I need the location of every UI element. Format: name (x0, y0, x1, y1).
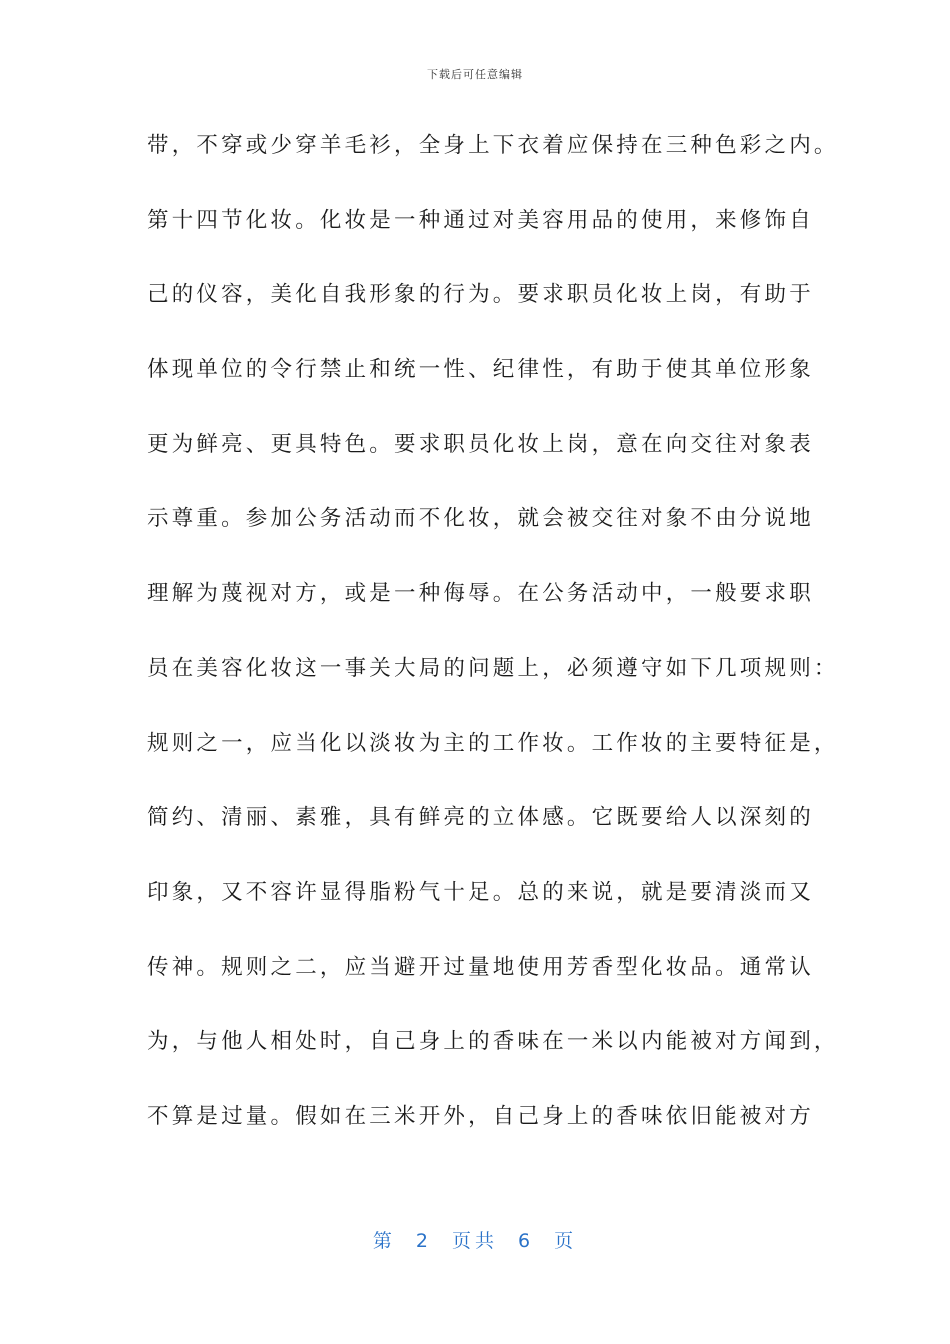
text-line: 规则之一，应当化以淡妆为主的工作妆。工作妆的主要特征是， (147, 730, 839, 756)
text-line: 体现单位的令行禁止和统一性、纪律性，有助于使其单位形象 (147, 357, 814, 383)
text-line: 不算是过量。假如在三米开外，自己身上的香味依旧能被对方 (147, 1103, 814, 1129)
text-line: 更为鲜亮、更具特色。要求职员化妆上岗，意在向交往对象表 (147, 431, 814, 457)
text-line: 示尊重。参加公务活动而不化妆，就会被交往对象不由分说地 (147, 506, 814, 532)
text-line: 简约、清丽、素雅，具有鲜亮的立体感。它既要给人以深刻的 (147, 805, 814, 831)
text-line: 为，与他人相处时，自己身上的香味在一米以内能被对方闻到， (147, 1029, 839, 1055)
page-number: 第 2 页共 6 页 (372, 1230, 578, 1252)
body-text (147, 126, 839, 1172)
text-line: 理解为蔑视对方，或是一种侮辱。在公务活动中，一般要求职 (147, 581, 814, 607)
text-line: 传神。规则之二，应当避开过量地使用芳香型化妆品。通常认 (147, 954, 814, 980)
text-line: 带，不穿或少穿羊毛衫，全身上下衣着应保持在三种色彩之内。 (147, 133, 839, 158)
text-line: 己的仪容，美化自我形象的行为。要求职员化妆上岗，有助于 (147, 282, 814, 308)
text-line: 员在美容化妆这一事关大局的问题上，必须遵守如下几项规则： (147, 655, 839, 681)
text-line: 印象，又不容许显得脂粉气十足。总的来说，就是要清淡而又 (147, 879, 814, 905)
text-line: 第十四节化妆。化妆是一种通过对美容用品的使用，来修饰自 (147, 207, 814, 233)
page-header: 下载后可任意编辑 (427, 68, 523, 81)
